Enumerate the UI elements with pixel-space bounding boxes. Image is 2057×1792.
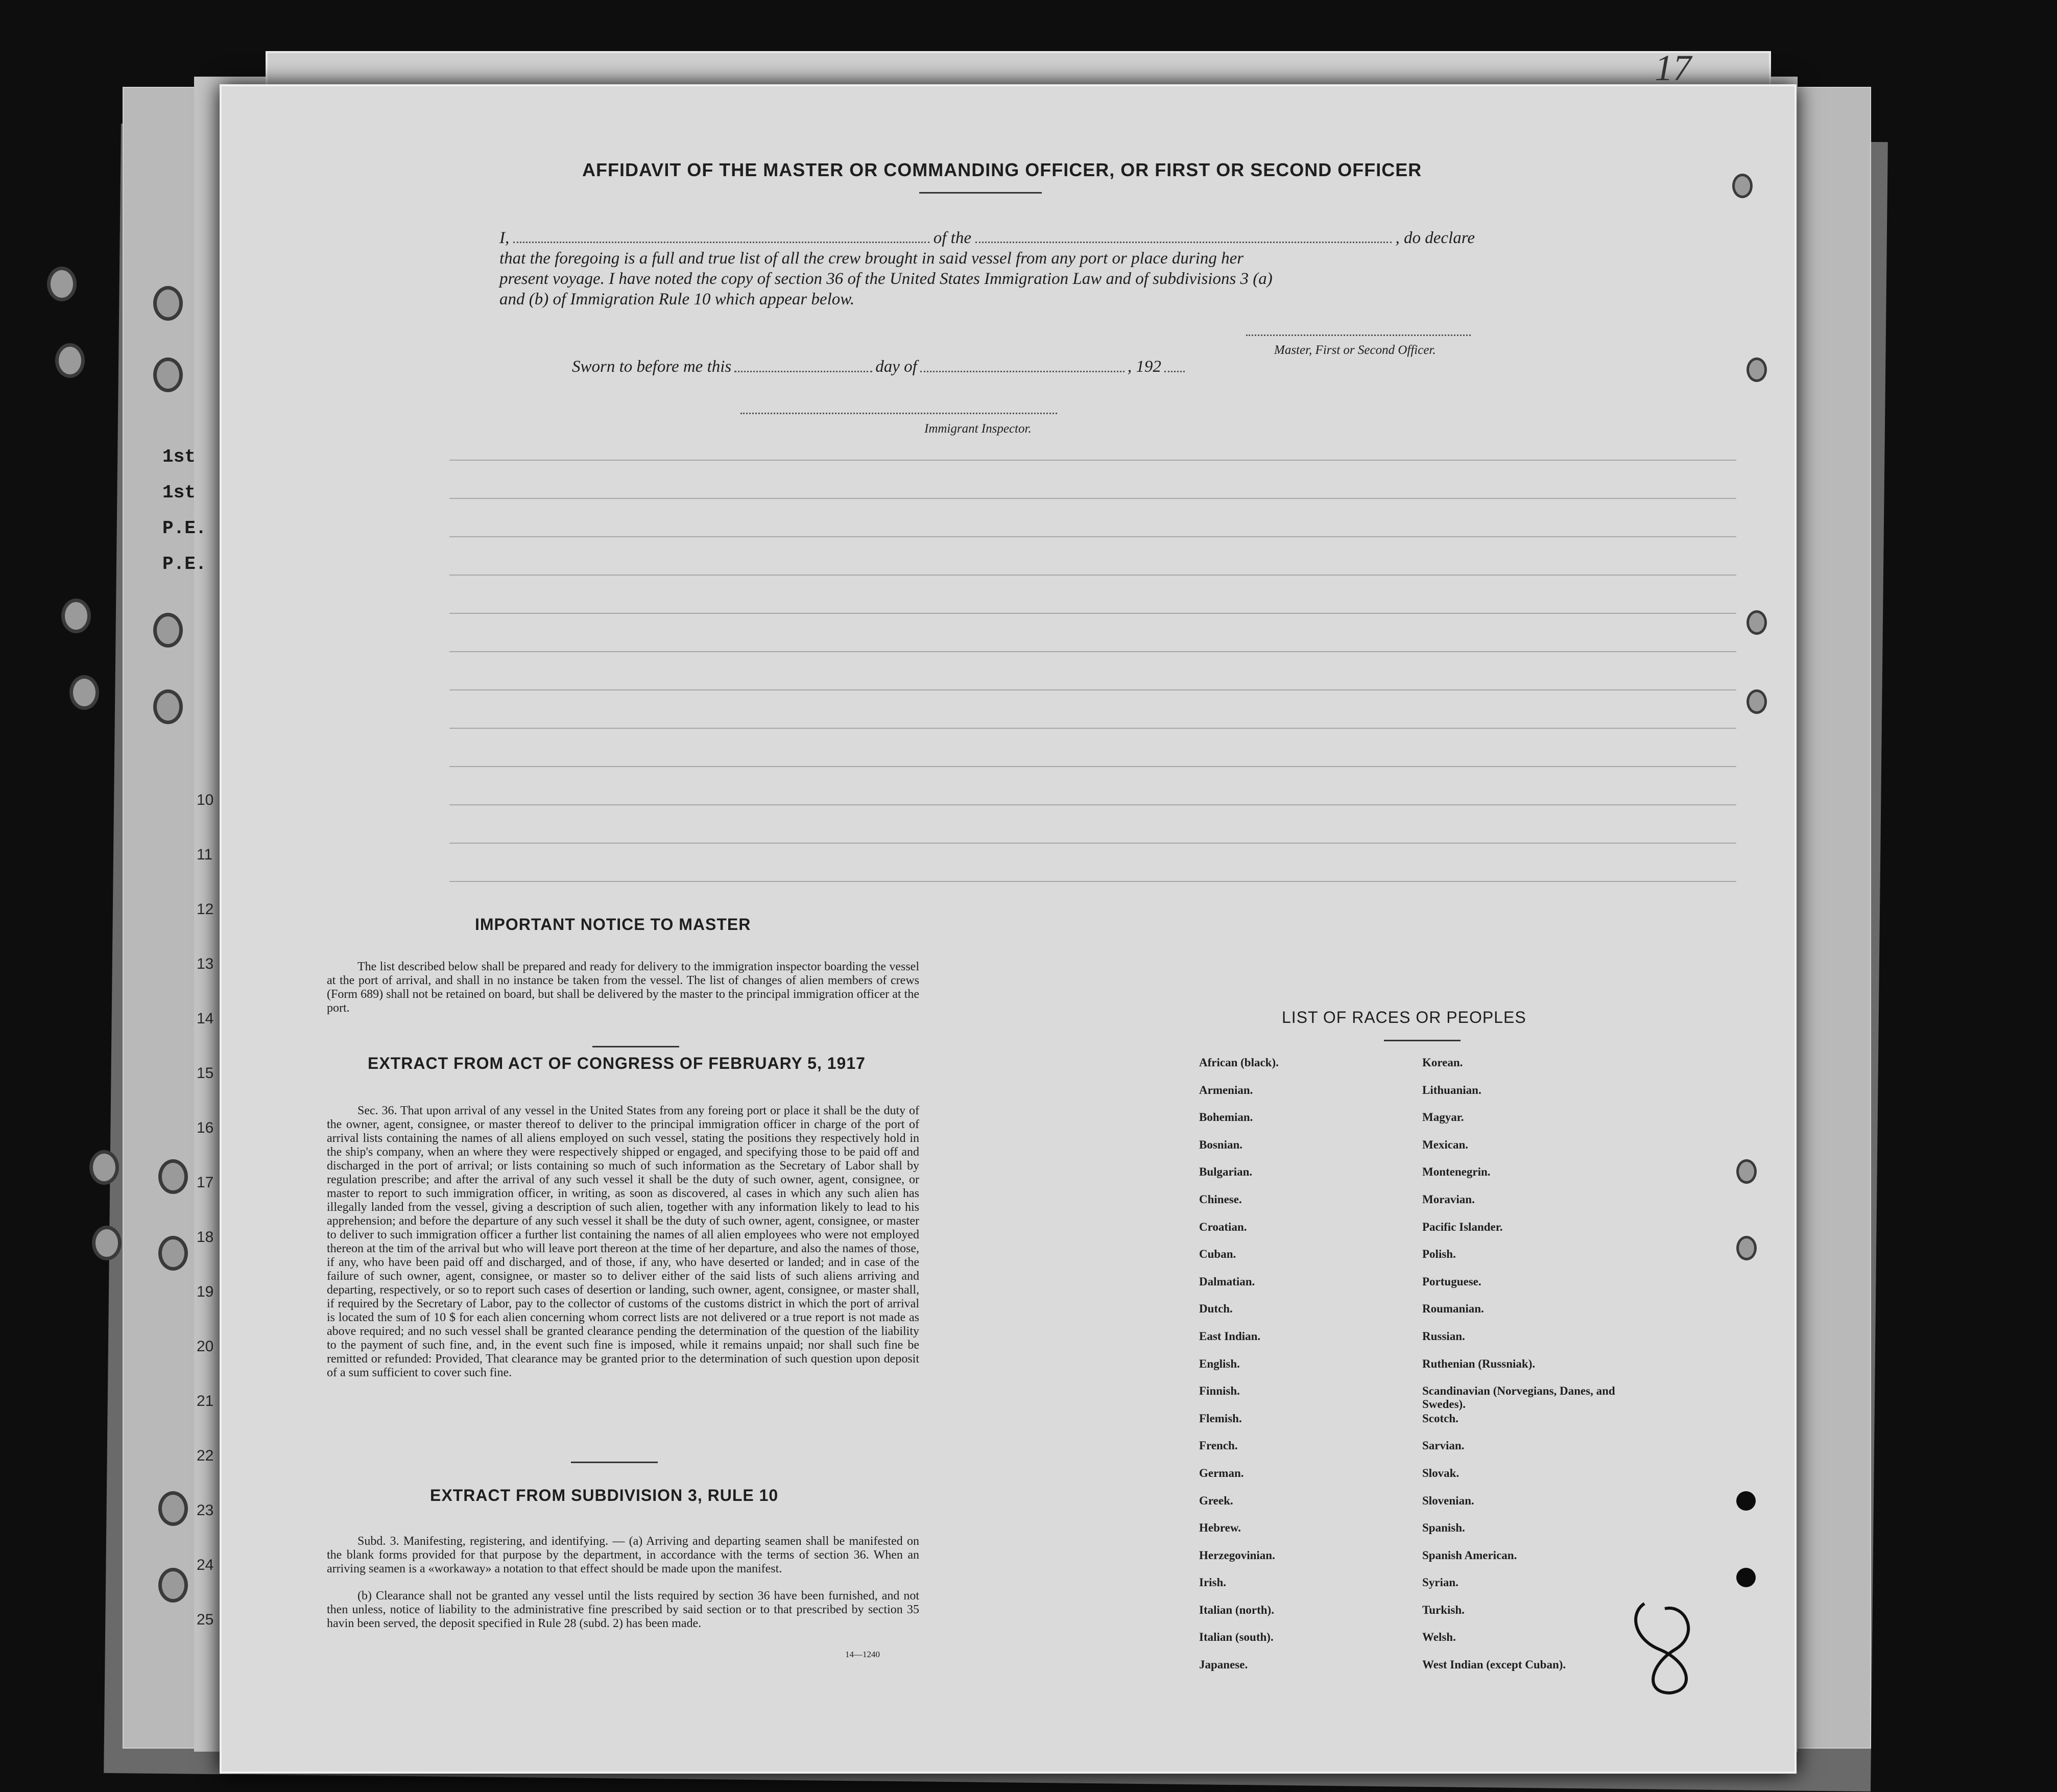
bleed-through (449, 536, 1736, 537)
binder-hole (153, 613, 183, 648)
officer-caption: Master, First or Second Officer. (1274, 343, 1436, 357)
sworn-year: , 192 (1127, 357, 1161, 376)
race-item: Irish. (1199, 1576, 1227, 1589)
bleed-through (449, 881, 1736, 882)
race-item: Bohemian. (1199, 1111, 1253, 1124)
binder-hole (47, 267, 77, 301)
divider (571, 1462, 658, 1463)
month-blank (920, 371, 1125, 372)
binder-hole (153, 689, 183, 724)
race-item: Lithuanian. (1422, 1083, 1481, 1096)
race-item: Montenegrin. (1422, 1165, 1491, 1179)
race-item: Dalmatian. (1199, 1275, 1255, 1288)
race-item: Korean. (1422, 1056, 1463, 1069)
race-item: Spanish American. (1422, 1548, 1517, 1562)
race-item: Scandinavian (Norvegians, Danes, and Swedes). (1422, 1384, 1615, 1411)
affidavit-line4: and (b) of Immigration Rule 10 which appear below. (499, 290, 855, 308)
form-number: 14—1240 (845, 1650, 880, 1659)
race-item: Italian (north). (1199, 1603, 1274, 1616)
row-label: 1st (162, 482, 196, 503)
row-number: 25 (197, 1611, 214, 1628)
row-number: 17 (197, 1174, 214, 1191)
inspector-blank (740, 413, 1057, 414)
bleed-through (449, 613, 1736, 614)
act-heading: EXTRACT FROM ACT OF CONGRESS OF FEBRUARY 5, 1917 (368, 1054, 866, 1072)
bleed-through (449, 728, 1736, 729)
race-item: Portuguese. (1422, 1275, 1481, 1288)
binder-hole (158, 1568, 188, 1603)
row-number: 18 (197, 1229, 214, 1246)
row-number: 11 (197, 846, 213, 863)
binder-hole (158, 1236, 188, 1271)
races-left-column (1199, 1056, 1403, 1686)
inspector-caption: Immigrant Inspector. (924, 422, 1032, 436)
punched-hole (1736, 1491, 1756, 1511)
race-item: Greek. (1199, 1494, 1233, 1507)
bleed-through (449, 460, 1736, 461)
race-item: Bulgarian. (1199, 1165, 1253, 1179)
sworn-start: Sworn to before me this (572, 357, 732, 376)
race-item: Spanish. (1422, 1521, 1465, 1535)
act-text: Sec. 36. That upon arrival of any vessel in the United States from any foreing port or place it shall be the duty of the owner, agent, consignee, or master thereof to deliver to the principal immigration officer in charge of the port of arrival lists containing the names of all aliens employed on such vessel, stating the positions they respectively hold in the ship's company, when an where they were respectively shipped or engaged, and specifying those to be paid off and discharged in the port of arrival; or lists containing so much of such information as the Secretary of Labor shall by regulation prescribe; and after the arrival of any such vessel it shall be the duty of such owner, agent, consignee, or master to report to such immigration officer, in writing, as soon as discovered, al cases in which any such alien has illegally landed from the vessel, giving a description of such alien, together with any information likely to lead to his apprehension; and before the departure of any such vessel it shall be the duty of such owner, agent, consignee, or master to deliver to such immigration officer a further list containing the names of all alien employees who were not employed thereon at the tim of the arrival but who will leave port thereon at the time of her departure, and also the names of those, if any, who have been paid off and discharged, and of those, if any, who have deserted or landed; and in case of the failure of such owner, agent, consignee, or master so to deliver either of the said lists of such aliens arriving and departing, respectively, or so to report such cases of desertion or landing, such owner, agent, consignee, or master shall, if required by the Secretary of Labor, pay to the collector of customs of the customs district in which the port of arrival is located the sum of 10 $ for each alien concerning whom correct lists are not delivered or a true report is not made as above required; and no such vessel shall be granted clearance pending the determination of the question of the liability to the payment of such fine, and, in the event such fine is imposed, while it remains unpaid; nor shall such fine be remitted or refunded: Provided, That clearance may be granted prior to the determination of such question upon deposit of a sum sufficient to cover such fine. (327, 1104, 919, 1379)
divider (1384, 1040, 1461, 1041)
binder-hole (1747, 689, 1767, 714)
bleed-through (449, 843, 1736, 844)
race-item: East Indian. (1199, 1329, 1261, 1343)
row-label: P.E. (162, 554, 207, 575)
row-number: 23 (197, 1502, 214, 1519)
race-item: Italian (south). (1199, 1631, 1274, 1644)
race-item: Mexican. (1422, 1138, 1469, 1151)
races-right-column (1422, 1056, 1637, 1686)
binder-hole (153, 357, 183, 392)
pencil-mark (1624, 1593, 1726, 1701)
race-item: Croatian. (1199, 1220, 1247, 1233)
race-item: West Indian (except Cuban). (1422, 1658, 1566, 1671)
row-label: P.E. (162, 518, 207, 539)
race-item: Hebrew. (1199, 1521, 1241, 1535)
signature-blank (1246, 334, 1471, 336)
rule-text-a: Subd. 3. Manifesting, registering, and identifying. — (a) Arriving and departing seamen shall be manifested on the blank forms provided for that purpose by the department, in accordance with the terms of section 36. When an arriving seamen is a «workaway» a notation to that effect should be made upon the manifest. (327, 1535, 919, 1575)
rule-text-b: (b) Clearance shall not be granted any vessel until the lists required by section 36 have been furnished, and not then unless, notice of liability to the administrative fine prescribed by said section or to that prescribed by section 35 havin been served, the deposit specified in Rule 28 (subd. 2) has been made. (327, 1589, 919, 1630)
binder-hole (1732, 174, 1753, 198)
row-number: 10 (197, 792, 214, 808)
binder-hole (69, 675, 99, 710)
year-blank (1164, 371, 1185, 372)
race-item: Russian. (1422, 1329, 1465, 1343)
race-item: Dutch. (1199, 1302, 1233, 1316)
vessel-blank (975, 228, 1392, 243)
page-number: 17 (1655, 47, 1691, 88)
race-item: English. (1199, 1357, 1240, 1370)
row-label: 1st (162, 446, 196, 467)
affidavit-line3: present voyage. I have noted the copy of section 36 of the United States Immigration Law and of subdivisions 3 (a) (499, 270, 1273, 288)
race-item: Syrian. (1422, 1576, 1458, 1589)
binder-hole (1747, 357, 1767, 382)
row-number: 22 (197, 1447, 214, 1464)
punched-hole (1736, 1568, 1756, 1587)
row-number: 21 (197, 1393, 214, 1409)
row-number: 14 (197, 1010, 214, 1027)
race-item: African (black). (1199, 1056, 1279, 1069)
race-item: German. (1199, 1466, 1244, 1479)
row-number: 20 (197, 1338, 214, 1355)
divider (919, 192, 1042, 194)
race-item: Moravian. (1422, 1192, 1475, 1206)
affidavit-line1-mid: of the (933, 229, 971, 247)
race-item: Bosnian. (1199, 1138, 1243, 1151)
row-number: 16 (197, 1119, 214, 1136)
bleed-through (449, 651, 1736, 652)
race-item: Slovenian. (1422, 1494, 1474, 1507)
binder-hole (89, 1150, 119, 1185)
binder-hole (158, 1491, 188, 1526)
binder-hole (61, 599, 91, 633)
affidavit-line2: that the foregoing is a full and true list of all the crew brought in said vessel from any port or place during her (499, 249, 1244, 268)
race-item: French. (1199, 1439, 1238, 1452)
divider (592, 1046, 679, 1047)
race-item: Chinese. (1199, 1192, 1242, 1206)
affidavit-line1-start: I, (499, 229, 510, 247)
binder-hole (92, 1226, 122, 1260)
bleed-through (449, 575, 1736, 576)
race-item: Ruthenian (Russniak). (1422, 1357, 1536, 1370)
binder-hole (1747, 610, 1767, 635)
race-item: Flemish. (1199, 1412, 1242, 1425)
race-item: Polish. (1422, 1248, 1456, 1261)
binder-hole (55, 343, 85, 378)
binder-hole (1736, 1236, 1757, 1260)
notice-text: The list described below shall be prepared and ready for delivery to the immigration inspector boarding the vessel at the port of arrival, and shall in no instance be taken from the vessel. The list of changes of alien members of crews (Form 689) shall not be retained on board, but shall be delivered by the master to the principal immigration officer at the port. (327, 960, 919, 1015)
binder-hole (1736, 1159, 1757, 1184)
sworn-day: day of (875, 357, 917, 376)
affidavit-title: AFFIDAVIT OF THE MASTER OR COMMANDING OFFICER, OR FIRST OR SECOND OFFICER (582, 159, 1422, 180)
row-number: 13 (197, 955, 214, 972)
race-item: Welsh. (1422, 1631, 1456, 1644)
sworn-line (572, 357, 1188, 376)
races-heading: LIST OF RACES OR PEOPLES (1282, 1008, 1526, 1026)
race-item: Turkish. (1422, 1603, 1465, 1616)
name-blank (513, 228, 929, 243)
binder-hole (153, 286, 183, 321)
bleed-through (449, 689, 1736, 690)
race-item: Cuban. (1199, 1248, 1236, 1261)
race-item: Armenian. (1199, 1083, 1253, 1096)
bleed-through (449, 498, 1736, 499)
row-number: 12 (197, 901, 214, 918)
race-item: Roumanian. (1422, 1302, 1484, 1316)
race-item: Magyar. (1422, 1111, 1464, 1124)
race-item: Slovak. (1422, 1466, 1460, 1479)
bleed-through (449, 766, 1736, 767)
affidavit-text (499, 228, 1475, 309)
affidavit-line1-end: , do declare (1395, 229, 1475, 247)
binder-hole (158, 1159, 188, 1194)
race-item: Japanese. (1199, 1658, 1248, 1671)
race-item: Pacific Islander. (1422, 1220, 1503, 1233)
rule-heading: EXTRACT FROM SUBDIVISION 3, RULE 10 (430, 1486, 779, 1504)
row-number: 24 (197, 1557, 214, 1573)
race-item: Herzegovinian. (1199, 1548, 1275, 1562)
bleed-through (449, 804, 1736, 805)
race-item: Scotch. (1422, 1412, 1458, 1425)
notice-heading: IMPORTANT NOTICE TO MASTER (475, 915, 751, 934)
row-number: 15 (197, 1065, 214, 1082)
race-item: Finnish. (1199, 1384, 1240, 1398)
race-item: Sarvian. (1422, 1439, 1465, 1452)
day-blank (734, 371, 872, 372)
row-number: 19 (197, 1283, 214, 1300)
